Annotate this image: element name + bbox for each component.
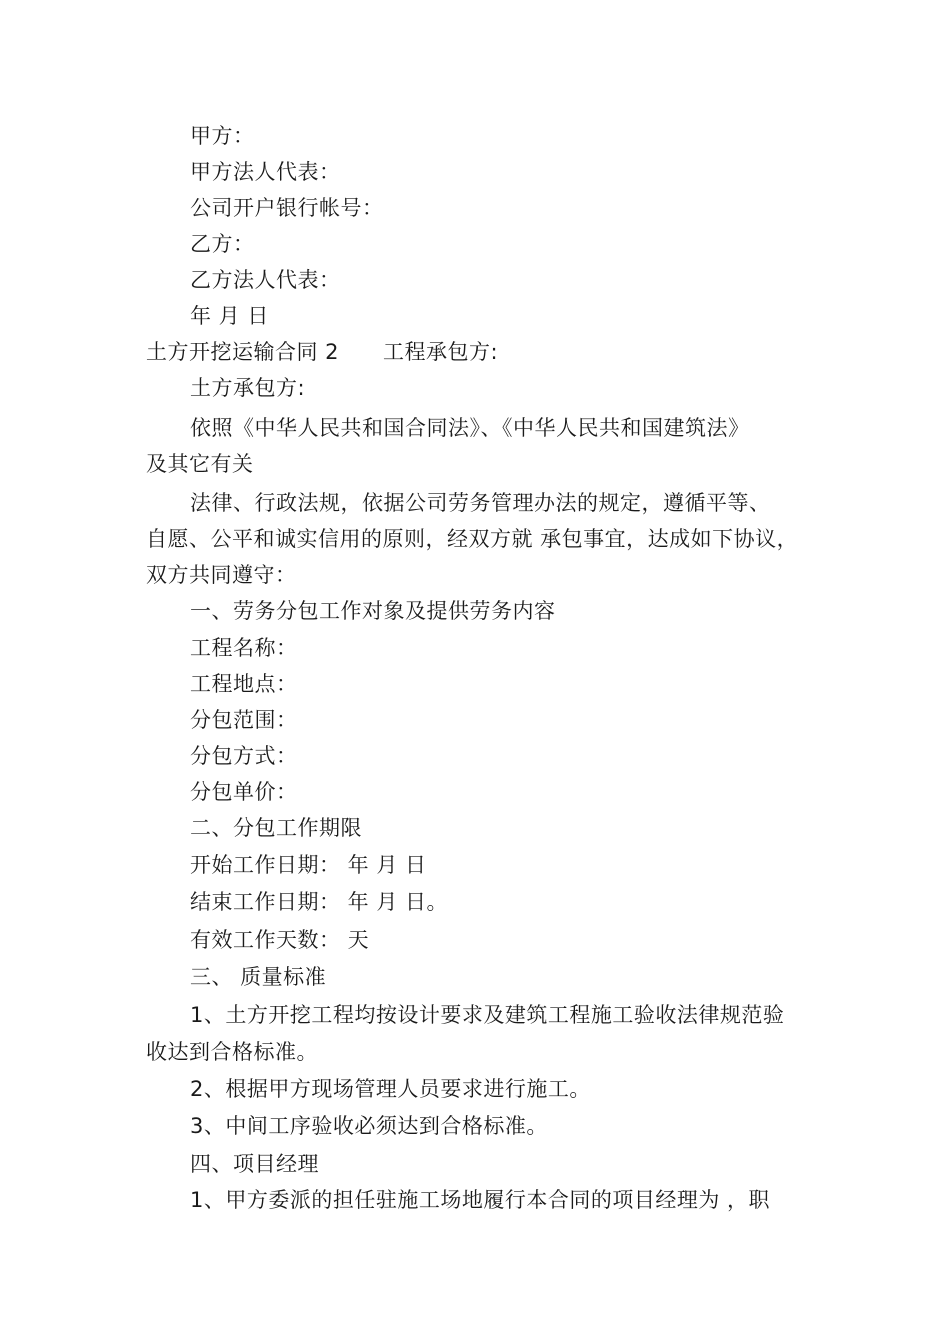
quality-item-2: 2、根据甲方现场管理人员要求进行施工。	[190, 1077, 591, 1101]
working-days-line: 有效工作天数： 天	[190, 928, 370, 952]
subcontract-scope-line: 分包范围：	[190, 708, 298, 732]
quality-item-1-cont: 收达到合格标准。	[146, 1040, 318, 1064]
section-heading-4: 四、项目经理	[190, 1152, 319, 1176]
end-date-line: 结束工作日期： 年 月 日。	[190, 890, 449, 914]
subcontract-unit-price-line: 分包单价：	[190, 780, 298, 804]
section-heading-3: 三、 质量标准	[190, 965, 327, 989]
quality-item-3: 3、中间工序验收必须达到合格标准。	[190, 1114, 548, 1138]
bank-account-line: 公司开户银行帐号：	[190, 196, 384, 220]
project-name-line: 工程名称：	[190, 636, 298, 660]
section-heading-1: 一、劳务分包工作对象及提供劳务内容	[190, 599, 556, 623]
paragraph-line: 及其它有关	[146, 452, 254, 476]
subcontract-method-line: 分包方式：	[190, 744, 298, 768]
paragraph-line: 双方共同遵守：	[146, 563, 297, 587]
quality-item-1: 1、土方开挖工程均按设计要求及建筑工程施工验收法律规范验	[190, 1003, 785, 1027]
date-line: 年 月 日	[190, 304, 269, 328]
contract-title: 土方开挖运输合同 2	[146, 340, 340, 364]
earthwork-contractor-line: 土方承包方:	[190, 376, 306, 400]
project-location-line: 工程地点：	[190, 672, 298, 696]
project-manager-item-1: 1、甲方委派的担任驻施工场地履行本合同的项目经理为 ，职	[190, 1188, 771, 1212]
contract-title-row	[146, 338, 498, 366]
party-b-line: 乙方：	[190, 232, 255, 256]
start-date-line: 开始工作日期： 年 月 日	[190, 853, 427, 877]
paragraph-line: 自愿、公平和诚实信用的原则，经双方就 承包事宜，达成如下协议，	[146, 527, 799, 551]
party-b-representative-line: 乙方法人代表：	[190, 268, 341, 292]
party-a-line: 甲方：	[190, 124, 255, 148]
paragraph-line: 法律、行政法规，依据公司劳务管理办法的规定，遵循平等、	[190, 491, 771, 515]
section-heading-2: 二、分包工作期限	[190, 816, 362, 840]
paragraph-line: 依照《中华人民共和国合同法》、《中华人民共和国建筑法》	[190, 416, 750, 440]
project-contractor-label: 工程承包方:	[383, 340, 499, 364]
party-a-representative-line: 甲方法人代表：	[190, 160, 341, 184]
